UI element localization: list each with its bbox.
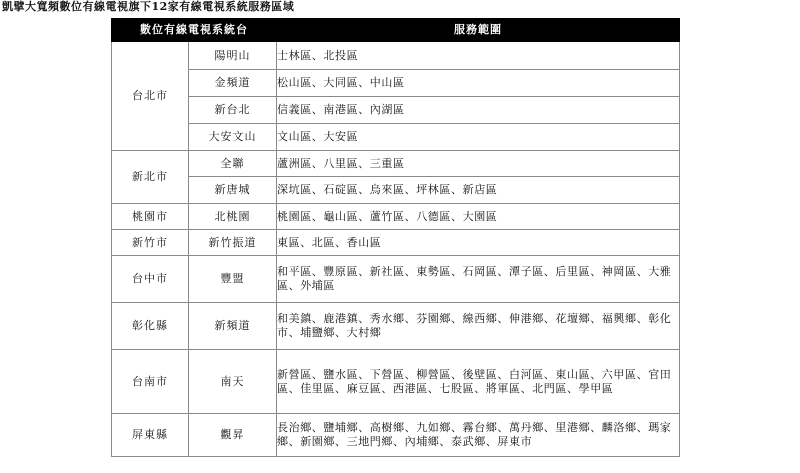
table-row: [112, 177, 680, 204]
city-cell: 彰化縣: [112, 303, 189, 350]
system-name-cell: 大安文山: [189, 124, 277, 151]
table-row: [112, 350, 680, 414]
city-cell: 桃園市: [112, 204, 189, 230]
service-area-cell: 長治鄉、鹽埔鄉、高樹鄉、九如鄉、霧台鄉、萬丹鄉、里港鄉、麟洛鄉、瑪家鄉、新園鄉、三地門鄉、內埔鄉、泰武鄉、屏東市: [277, 414, 680, 457]
city-cell: 屏東縣: [112, 414, 189, 457]
city-cell: 新北市: [112, 151, 189, 204]
service-area-cell: 文山區、大安區: [277, 124, 680, 151]
service-area-cell: 士林區、北投區: [277, 42, 680, 70]
table-row: [112, 414, 680, 457]
table-row: [112, 151, 680, 177]
service-area-cell: 深坑區、石碇區、烏來區、坪林區、新店區: [277, 177, 680, 204]
table-row: [112, 124, 680, 151]
table-row: [112, 303, 680, 350]
system-name-cell: 全聯: [189, 151, 277, 177]
table-row: [112, 97, 680, 124]
system-name-cell: 南天: [189, 350, 277, 414]
service-area-cell: 蘆洲區、八里區、三重區: [277, 151, 680, 177]
service-area-cell: 和平區、豐原區、新社區、東勢區、石岡區、潭子區、后里區、神岡區、大雅區、外埔區: [277, 256, 680, 303]
service-area-cell: 和美鎮、鹿港鎮、秀水鄉、芬園鄉、線西鄉、伸港鄉、花壇鄉、福興鄉、彰化市、埔鹽鄉、大村鄉: [277, 303, 680, 350]
system-name-cell: 陽明山: [189, 42, 277, 70]
service-area-cell: 桃園區、龜山區、蘆竹區、八德區、大園區: [277, 204, 680, 230]
service-area-cell: 東區、北區、香山區: [277, 230, 680, 256]
document-title: 凱擘大寬頻數位有線電視旗下12家有線電視系統服務區域: [2, 0, 295, 13]
city-cell: 新竹市: [112, 230, 189, 256]
table-row: [112, 70, 680, 97]
system-name-cell: 豐盟: [189, 256, 277, 303]
system-name-cell: 北桃園: [189, 204, 277, 230]
system-name-cell: 新頻道: [189, 303, 277, 350]
table-row: [112, 230, 680, 256]
service-area-cell: 信義區、南港區、內湖區: [277, 97, 680, 124]
city-cell: 台中市: [112, 256, 189, 303]
city-cell: 台南市: [112, 350, 189, 414]
system-name-cell: 觀昇: [189, 414, 277, 457]
system-name-cell: 新台北: [189, 97, 277, 124]
service-area-cell: 新營區、鹽水區、下營區、柳營區、後壁區、白河區、東山區、六甲區、官田區、佳里區、麻豆區、西港區、七股區、將軍區、北門區、學甲區: [277, 350, 680, 414]
system-name-cell: 新竹振道: [189, 230, 277, 256]
table-row: [112, 256, 680, 303]
service-area-table: [111, 18, 680, 457]
table-header-row: [112, 19, 680, 42]
system-name-cell: 新唐城: [189, 177, 277, 204]
city-cell: 台北市: [112, 42, 189, 151]
service-area-cell: 松山區、大同區、中山區: [277, 70, 680, 97]
header-service-area: 服務範圍: [277, 19, 680, 42]
table-row: [112, 204, 680, 230]
header-system: 數位有線電視系統台: [112, 19, 277, 42]
table-row: [112, 42, 680, 70]
system-name-cell: 金頻道: [189, 70, 277, 97]
